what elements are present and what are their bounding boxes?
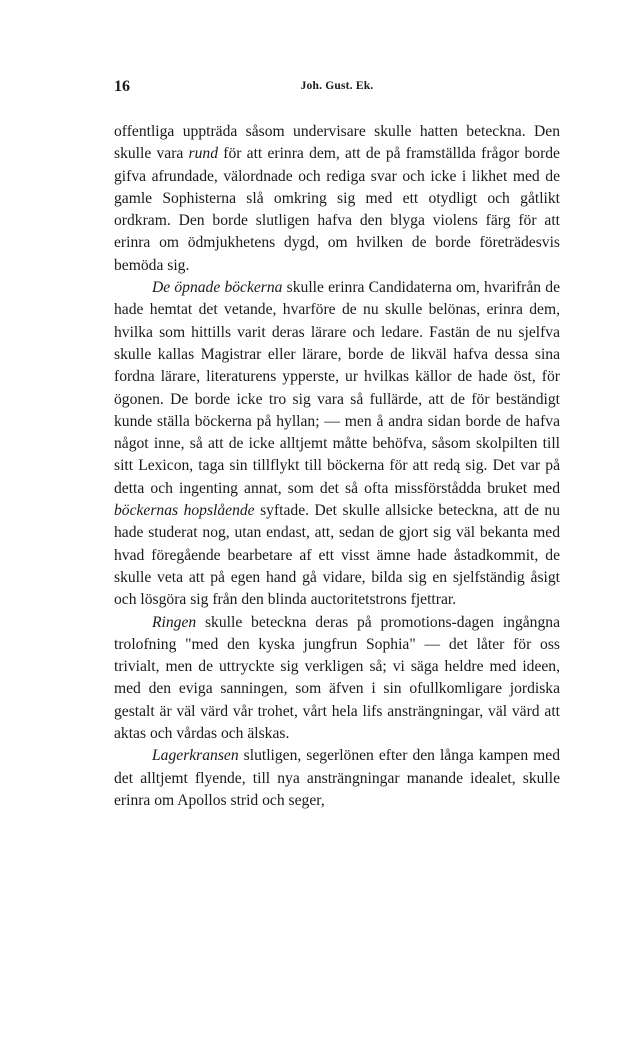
paragraph xyxy=(114,121,560,277)
italic-text-run: De öpnade böckerna xyxy=(152,279,283,297)
text-run: slutligen, segerlönen efter den långa kampen med det alltjemt flyende, till nya ansträngningar manande idealet, skulle erinra om Apollos strid och seger, xyxy=(114,747,560,809)
paragraph xyxy=(114,745,560,812)
text-run: syftade. Det skulle allsicke beteckna, att de nu hade studerat nog, utan endast, att, sedan de gjort sig väl bekanta med hvad föregående bearbetare af ett visst ämne hade åstadkommit, de skulle veta att på egen hand gå vidare, bilda sig en sjelfständig åsigt och lösgöra sig från den blinda auctoritetstrons fjettrar. xyxy=(114,502,561,609)
page-number: 16 xyxy=(114,78,130,95)
italic-text-run: Lagerkransen xyxy=(152,747,239,765)
running-title: Joh. Gust. Ek. xyxy=(300,80,374,92)
text-run: offentliga uppträda såsom undervisare skulle hatten beteckna. Den skulle vara xyxy=(114,123,560,163)
book-page xyxy=(114,78,560,812)
text-run: skulle beteckna deras på promotions-dagen ingångna trolofning "med den kyska jungfrun Sophia" — det låter för oss trivialt, men de uttryckte sig verkligen så; vi säga heldre med ideen, med den eviga sanningen, som äfven i sin ofullkomligare jordiska gestalt är väl värd vår trohet, vårt hela lifs ansträngningar, väl värd att aktas och vårdas och älskas. xyxy=(114,613,560,743)
paragraph xyxy=(114,612,560,746)
italic-text-run: Ringen xyxy=(152,613,197,631)
paragraph xyxy=(114,277,560,611)
body-text xyxy=(114,121,560,812)
page-header xyxy=(114,78,560,102)
text-run: för att erinra dem, att de på framställda frågor borde gifva afrundade, välordnade och rediga svar och icke i likhet med de gamle Sophisterna slå omkring sig med ett otydligt och gåtlikt ordkram. Den borde slutligen hafva den blyga violens färg för att erinra om ödmjukhetens dygd, om hvilken de borde företrädesvis bemöda sig. xyxy=(114,145,560,274)
text-run: skulle erinra Candidaterna om, hvarifrån de hade hemtat det vetande, hvarföre de nu skulle belönas, erinra dem, hvilka som hittills varit deras lärare och ledare. Fastän de nu sjelfva skulle kallas Magistrar eller lärare, borde de likväl hafva dessa sina fordna lärare, literaturens ypperste, ur hvilkas källor de hade öst, för ögonen. De borde icke tro sig vara så fullärde, att de för beständigt kunde ställa böckerna på hyllan; — men å andra sidan borde de hafva något inne, så att de icke alltjemt måtte behöfva, såsom skolpilten till sitt Lexicon, taga sin tillflykt till böckerna för att redą sig. Det var på detta och ingenting annat, som det så ofta missförstådda bruket med xyxy=(114,279,560,497)
italic-text-run: rund xyxy=(188,145,219,163)
italic-text-run: böckernas hopslående xyxy=(114,502,255,520)
